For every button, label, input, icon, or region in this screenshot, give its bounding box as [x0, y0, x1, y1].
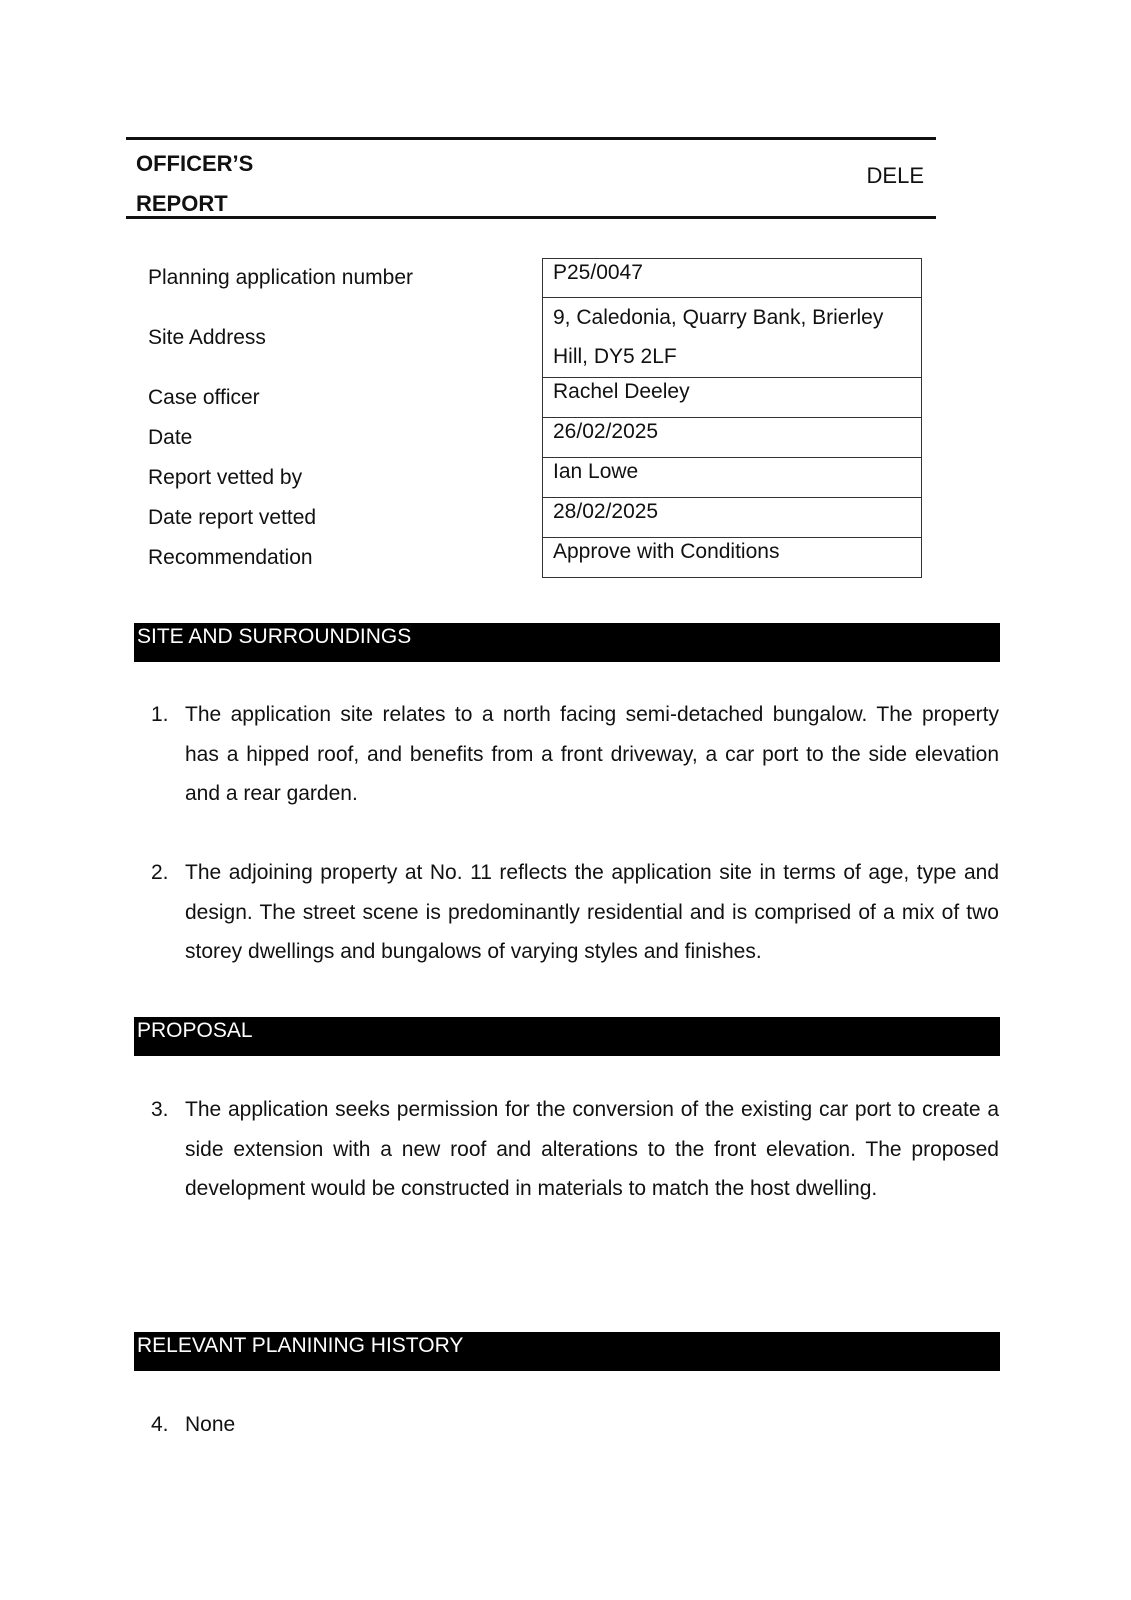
info-row-date — [148, 418, 928, 458]
info-value: Ian Lowe — [542, 458, 922, 498]
paragraph-text: The application seeks permission for the conversion of the existing car port to create a side extension with a new roof and alterations to the front elevation. The proposed development would be constructed in materials to match the host dwelling. — [185, 1098, 999, 1200]
section-heading-history: RELEVANT PLANINING HISTORY — [134, 1332, 1000, 1371]
paragraph-text: The adjoining property at No. 11 reflects the application site in terms of age, type and design. The street scene is predominantly residential and is comprised of a mix of two storey dwellings and bungalows of varying styles and finishes. — [185, 861, 999, 963]
info-label: Site Address — [148, 326, 266, 349]
info-row-date-vetted — [148, 498, 928, 538]
info-value: P25/0047 — [542, 258, 922, 298]
section-heading-site: SITE AND SURROUNDINGS — [134, 623, 1000, 662]
section-heading-proposal: PROPOSAL — [134, 1017, 1000, 1056]
info-row-recommendation — [148, 538, 928, 578]
report-title-line1: OFFICER’S — [136, 151, 254, 176]
application-info-table — [148, 258, 928, 578]
info-row-case-officer — [148, 378, 928, 418]
info-value: 28/02/2025 — [542, 498, 922, 538]
info-label: Date — [148, 426, 193, 449]
paragraph-1 — [151, 695, 999, 814]
info-value: Approve with Conditions — [542, 538, 922, 578]
paragraph-number: 2. — [151, 861, 169, 884]
paragraph-text: The application site relates to a north facing semi-detached bungalow. The property has a hipped roof, and benefits from a front driveway, a car port to the side elevation and a rear garden. — [185, 703, 999, 805]
report-header — [126, 137, 936, 219]
info-value: Rachel Deeley — [542, 378, 922, 418]
info-label: Report vetted by — [148, 466, 303, 489]
paragraph-number: 3. — [151, 1098, 169, 1121]
paragraph-number: 1. — [151, 703, 169, 726]
info-row-application-number — [148, 258, 928, 298]
paragraph-4 — [151, 1405, 999, 1445]
report-title-line2: REPORT — [136, 191, 228, 216]
paragraph-number: 4. — [151, 1413, 169, 1436]
info-value: 26/02/2025 — [542, 418, 922, 458]
info-label: Date report vetted — [148, 506, 317, 529]
paragraph-text: None — [185, 1413, 236, 1436]
report-code: DELE — [866, 163, 924, 188]
info-value: 9, Caledonia, Quarry Bank, Brierley Hill, DY5 2LF — [542, 298, 922, 378]
info-label: Recommendation — [148, 546, 313, 569]
info-label: Case officer — [148, 386, 260, 409]
report-title — [136, 144, 253, 224]
paragraph-2 — [151, 853, 999, 972]
info-label: Planning application number — [148, 266, 414, 289]
info-row-site-address — [148, 298, 928, 378]
paragraph-3 — [151, 1090, 999, 1209]
info-row-vetted-by — [148, 458, 928, 498]
